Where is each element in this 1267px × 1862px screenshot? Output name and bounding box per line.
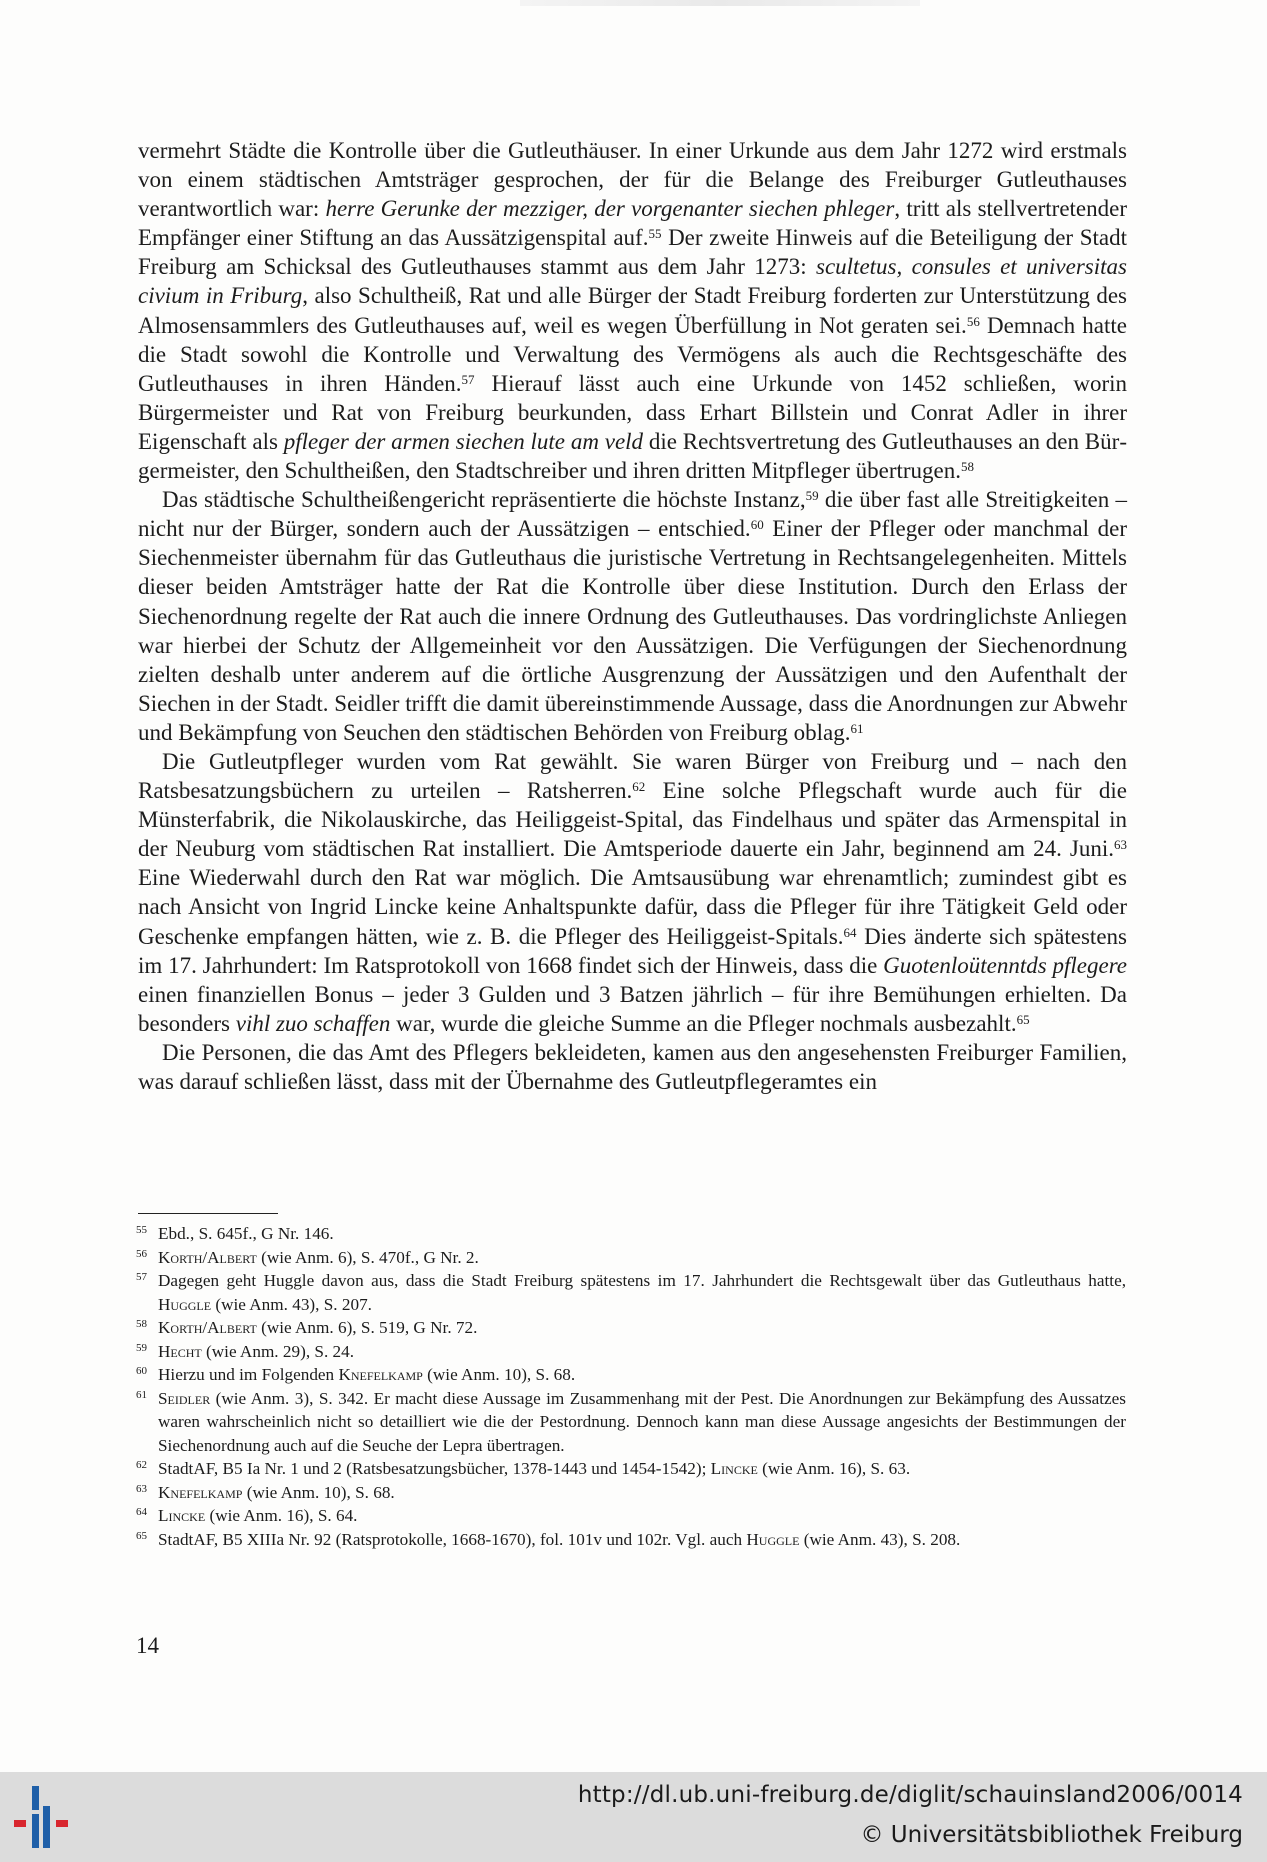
author-name: Hecht [158, 1341, 202, 1361]
footnote-ref-55[interactable]: 55 [648, 226, 662, 242]
footnote-63 [136, 1481, 1126, 1505]
footnote-ref-62[interactable]: 62 [632, 778, 646, 794]
footnote-62 [136, 1457, 1126, 1481]
footnote-ref-65[interactable]: 65 [1016, 1011, 1030, 1027]
footnote-number: 58 [136, 1318, 147, 1330]
footnote-text: StadtAF, B5 XIIIa Nr. 92 (Ratsprotokolle, 1668-1670), fol. 101v und 102r. Vgl. auch [158, 1529, 747, 1549]
copyright-notice: © Universitätsbibliothek Freiburg [860, 1822, 1243, 1848]
footnote-text: (wie Anm. 43), S. 208. [799, 1529, 961, 1549]
footnote-58 [136, 1316, 1126, 1340]
footnote-ref-59[interactable]: 59 [805, 487, 819, 503]
footnote-60 [136, 1363, 1126, 1387]
footnote-ref-56[interactable]: 56 [966, 313, 980, 329]
page-number: 14 [136, 1633, 159, 1658]
footnote-text: (wie Anm. 16), S. 64. [205, 1506, 358, 1525]
author-name: Knefelkamp [158, 1482, 243, 1502]
footnote-number: 59 [136, 1341, 147, 1354]
footnote-text: (wie Anm. 43), S. 207. [211, 1294, 372, 1314]
footnote-57 [136, 1269, 1126, 1316]
footnotes [136, 1222, 1126, 1551]
author-name: Korth/Albert [158, 1247, 257, 1267]
footnote-text: (wie Anm. 6), S. 519, G Nr. 72. [256, 1318, 478, 1337]
viewer-footer-bar [0, 1772, 1267, 1862]
author-name: Huggle [746, 1529, 800, 1549]
footnote-text: StadtAF, B5 Ia Nr. 1 und 2 (Ratsbesatzungsbücher, 1378-1443 und 1454-1542); [158, 1459, 711, 1478]
footnote-text: (wie Anm. 3), S. 342. Er macht diese Aussage im Zusammenhang mit der Pest. Die Anordnungen zur Bekämpfung des Aussatzes waren wahrscheinlich nicht so detailliert wie die der Pestordnung. Dennoch kann man diese Aussage angesichts der Bestimmungen der Siechenordnung auch auf die Seuche der Lepra übertragen. [158, 1388, 1126, 1455]
footnote-number: 62 [136, 1459, 147, 1471]
paragraph-4: Die Personen, die das Amt des Pflegers bekleideten, kamen aus den angesehensten Freiburger Familien, was darauf schließen lässt, dass mit der Übernahme des Gutleutpflegeramtes ein [138, 1039, 1127, 1094]
footnote-text: (wie Anm. 10), S. 68. [422, 1365, 576, 1384]
footnote-text: (wie Anm. 10), S. 68. [242, 1482, 395, 1502]
footnote-text: (wie Anm. 6), S. 470f., G Nr. 2. [256, 1247, 479, 1267]
paragraph-2: Das städtische Schultheißengericht repräsentierte die höchste Instanz,$^{59}$ die über fast alle Streitigkeiten – nicht nur der Bürger, sondern auch der Aussätzigen – entschied.$^{60}$ Einer der Pfleger oder manchmal der Siechenmeister übernahm für das Gutleuthaus die juristische Vertretung in Rechtsangelegenheiten. Mittels dieser beiden Amtsträger hatte der Rat die Kontrolle über diese Institution. Durch den Erlass der Siechenordnung regelte der Rat auch die innere Ordnung des Gutleuthauses. Das vordringlichste Anliegen war hierbei der Schutz der Allgemeinheit vor den Aussätzigen. Die Verfügungen der Siechenordnung zielten deshalb unter anderem auf die örtliche Ausgrenzung der Aussätzigen und den Aufenthalt der Siechen in der Stadt. Seidler trifft die damit übereinstimmende Aussage, dass die Anordnungen zur Abwehr und Bekämpfung von Seuchen den städtischen Behörden von Freiburg oblag.$^{61}$ [138, 487, 1127, 745]
footnote-ref-60[interactable]: 60 [750, 517, 764, 533]
footnote-ref-58[interactable]: 58 [961, 458, 974, 474]
paragraph-1: vermehrt Städte die Kontrolle über die Gutleuthäuser. In einer Urkunde aus dem Jahr 1272 wird erstmals von einem städtischen Amtsträger gesprochen, der für die Belange des Freiburger Gutleuthauses verantwortlich war: herre Gerunke der mezziger, der vorgenanter siechen phleger, tritt als stellvertretender Empfänger einer Stiftung an das Aussätzigenspital auf.$^{55}$ Der zweite Hinweis auf die Beteiligung der Stadt Freiburg am Schicksal des Gutleuthauses stammt aus dem Jahr 1273: scultetus, consules et universitas civium in Friburg, also Schultheiß, Rat und alle Bürger der Stadt Freiburg forderten zur Unterstützung des Almosensammlers des Gutleuthauses auf, weil es wegen Überfüllung in Not geraten sei.$^{56}$ Demnach hatte die Stadt sowohl die Kontrolle und Verwaltung des Vermögens als auch die Rechtsgeschäfte des Gutleuthauses in ihren Händen.$^{57}$ Hierauf lässt auch eine Urkunde von 1452 schließen, worin Bürgermeister und Rat von Freiburg beurkunden, dass Erhart Billstein und Conrat Adler in ihrer Eigenschaft als pfleger der armen siechen lute am veld die Rechtsvertretung des Gutleuthauses an den Bürgermeister, den Schultheißen, den Stadtschreiber und ihren dritten Mitpfleger übertrugen.$^{58}$ [138, 138, 1128, 484]
footnote-number: 65 [136, 1529, 147, 1542]
footnote-text: Ebd., S. 645f., G Nr. 146. [158, 1224, 334, 1243]
author-name: Lincke [710, 1459, 758, 1478]
footnote-text: Dagegen geht Huggle davon aus, dass die Stadt Freiburg spätestens im 17. Jahrhundert die Rechtsgewalt über das Gutleuthaus hatte, [158, 1271, 1126, 1290]
author-name: Knefelkamp [338, 1365, 423, 1384]
footnote-number: 57 [136, 1271, 147, 1283]
author-name: Lincke [158, 1506, 206, 1525]
footnote-ref-61[interactable]: 61 [850, 720, 864, 736]
footnote-number: 55 [136, 1224, 147, 1236]
footnote-text: (wie Anm. 29), S. 24. [201, 1341, 355, 1361]
footnote-text: Hierzu und im Folgenden [158, 1365, 339, 1384]
author-name: Huggle [158, 1294, 212, 1314]
footnote-65 [136, 1528, 1126, 1552]
footnote-ref-64[interactable]: 64 [843, 924, 857, 940]
footnote-ref-57[interactable]: 57 [461, 371, 475, 387]
permalink-url[interactable]: http://dl.ub.uni-freiburg.de/diglit/schauinsland2006/0014 [577, 1782, 1243, 1808]
author-name: Korth/Albert [158, 1318, 257, 1337]
footnote-ref-63[interactable]: 63 [1114, 837, 1127, 853]
footnote-61 [136, 1387, 1126, 1458]
paragraph-3: Die Gutleutpfleger wurden vom Rat gewählt. Sie waren Bürger von Freiburg und – nach den Ratsbesatzungsbüchern zu urteilen – Ratsherren.$^{62}$ Eine solche Pflegschaft wurde auch für die Münsterfabrik, die Nikolauskirche, das Heiliggeist-Spital, das Findelhaus und später das Armenspital in der Neuburg vom städtischen Rat installiert. Die Amtsperiode dauerte ein Jahr, beginnend am 24. Juni.$^{63}$ Eine Wiederwahl durch den Rat war möglich. Die Amtsausübung war ehrenamtlich; zumindest gibt es nach Ansicht von Ingrid Lincke keine Anhaltspunkte dafür, dass die Pfleger für ihre Tätigkeit Geld oder Geschenke empfangen hätten, wie z. B. die Pfleger des Heiliggeist-Spitals.$^{64}$ Dies änderte sich spätestens im 17. Jahrhundert: Im Ratsprotokoll von 1668 findet sich der Hinweis, dass die Guotenloütenntds pflegere einen finanziellen Bonus – jeder 3 Gulden und 3 Batzen jährlich – für ihre Bemühungen erhielten. Da besonders vihl zuo schaffen war, wurde die gleiche Summe an die Pfleger nochmals ausbezahlt.$^{65}$ [138, 748, 1128, 1036]
body-text [138, 136, 1127, 1096]
footnote-number: 61 [136, 1388, 147, 1401]
footnote-number: 56 [136, 1247, 147, 1260]
scan-edge-trace [520, 0, 920, 6]
footnote-number: 63 [136, 1482, 147, 1495]
ub-freiburg-logo-icon[interactable] [10, 1784, 80, 1850]
footnote-separator [138, 1213, 278, 1214]
footnote-56 [136, 1246, 1126, 1270]
author-name: Seidler [158, 1388, 211, 1408]
footnote-text: (wie Anm. 16), S. 63. [757, 1459, 911, 1478]
footnote-64 [136, 1504, 1126, 1528]
footnote-59 [136, 1340, 1126, 1364]
footnote-number: 60 [136, 1365, 147, 1377]
footnote-55 [136, 1222, 1126, 1246]
footnote-number: 64 [136, 1506, 147, 1518]
